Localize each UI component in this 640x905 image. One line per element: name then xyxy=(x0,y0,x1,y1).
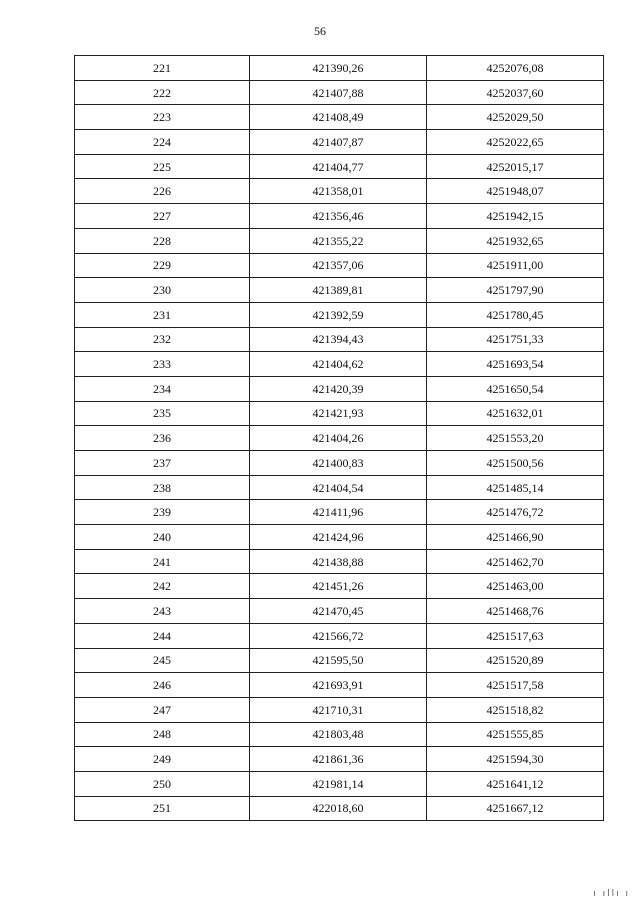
point-number-cell: 221 xyxy=(75,56,250,81)
x-coordinate-cell: 421404,77 xyxy=(250,154,427,179)
point-number-cell: 224 xyxy=(75,130,250,155)
x-coordinate-cell: 421803,48 xyxy=(250,722,427,747)
y-coordinate-cell: 4251693,54 xyxy=(427,352,604,377)
table-row xyxy=(75,228,604,253)
table-row xyxy=(75,154,604,179)
point-number-cell: 250 xyxy=(75,771,250,796)
point-number-cell: 226 xyxy=(75,179,250,204)
x-coordinate-cell: 421420,39 xyxy=(250,376,427,401)
y-coordinate-cell: 4251553,20 xyxy=(427,426,604,451)
x-coordinate-cell: 421392,59 xyxy=(250,302,427,327)
y-coordinate-cell: 4251641,12 xyxy=(427,771,604,796)
y-coordinate-cell: 4251517,63 xyxy=(427,623,604,648)
x-coordinate-cell: 421358,01 xyxy=(250,179,427,204)
table-row xyxy=(75,302,604,327)
point-number-cell: 223 xyxy=(75,105,250,130)
table-row xyxy=(75,697,604,722)
table-row xyxy=(75,352,604,377)
table-row xyxy=(75,599,604,624)
y-coordinate-cell: 4252029,50 xyxy=(427,105,604,130)
x-coordinate-cell: 421451,26 xyxy=(250,574,427,599)
y-coordinate-cell: 4251650,54 xyxy=(427,376,604,401)
table-row xyxy=(75,796,604,821)
y-coordinate-cell: 4251632,01 xyxy=(427,401,604,426)
y-coordinate-cell: 4251667,12 xyxy=(427,796,604,821)
point-number-cell: 244 xyxy=(75,623,250,648)
table-row xyxy=(75,722,604,747)
x-coordinate-cell: 421411,96 xyxy=(250,500,427,525)
point-number-cell: 234 xyxy=(75,376,250,401)
table-row xyxy=(75,747,604,772)
y-coordinate-cell: 4251594,30 xyxy=(427,747,604,772)
x-coordinate-cell: 421390,26 xyxy=(250,56,427,81)
x-coordinate-cell: 421424,96 xyxy=(250,525,427,550)
point-number-cell: 235 xyxy=(75,401,250,426)
table-row xyxy=(75,451,604,476)
x-coordinate-cell: 421710,31 xyxy=(250,697,427,722)
point-number-cell: 225 xyxy=(75,154,250,179)
y-coordinate-cell: 4252037,60 xyxy=(427,80,604,105)
table-row xyxy=(75,253,604,278)
x-coordinate-cell: 421981,14 xyxy=(250,771,427,796)
point-number-cell: 236 xyxy=(75,426,250,451)
y-coordinate-cell: 4251520,89 xyxy=(427,648,604,673)
x-coordinate-cell: 421438,88 xyxy=(250,549,427,574)
point-number-cell: 239 xyxy=(75,500,250,525)
x-coordinate-cell: 421355,22 xyxy=(250,228,427,253)
table-row xyxy=(75,574,604,599)
x-coordinate-cell: 421693,91 xyxy=(250,673,427,698)
table-row xyxy=(75,648,604,673)
table-row xyxy=(75,130,604,155)
point-number-cell: 230 xyxy=(75,278,250,303)
y-coordinate-cell: 4251751,33 xyxy=(427,327,604,352)
table-row xyxy=(75,401,604,426)
point-number-cell: 246 xyxy=(75,673,250,698)
table-row xyxy=(75,204,604,229)
x-coordinate-cell: 421408,49 xyxy=(250,105,427,130)
point-number-cell: 228 xyxy=(75,228,250,253)
y-coordinate-cell: 4251466,90 xyxy=(427,525,604,550)
point-number-cell: 251 xyxy=(75,796,250,821)
table-row xyxy=(75,525,604,550)
x-coordinate-cell: 421357,06 xyxy=(250,253,427,278)
y-coordinate-cell: 4251462,70 xyxy=(427,549,604,574)
table-row xyxy=(75,80,604,105)
y-coordinate-cell: 4251797,90 xyxy=(427,278,604,303)
y-coordinate-cell: 4251932,65 xyxy=(427,228,604,253)
y-coordinate-cell: 4251485,14 xyxy=(427,475,604,500)
y-coordinate-cell: 4251500,56 xyxy=(427,451,604,476)
y-coordinate-cell: 4251555,85 xyxy=(427,722,604,747)
y-coordinate-cell: 4251911,00 xyxy=(427,253,604,278)
point-number-cell: 242 xyxy=(75,574,250,599)
x-coordinate-cell: 421404,62 xyxy=(250,352,427,377)
point-number-cell: 249 xyxy=(75,747,250,772)
x-coordinate-cell: 421421,93 xyxy=(250,401,427,426)
table-row xyxy=(75,771,604,796)
table-row xyxy=(75,179,604,204)
y-coordinate-cell: 4252022,65 xyxy=(427,130,604,155)
table-row xyxy=(75,475,604,500)
x-coordinate-cell: 421595,50 xyxy=(250,648,427,673)
y-coordinate-cell: 4252076,08 xyxy=(427,56,604,81)
point-number-cell: 241 xyxy=(75,549,250,574)
y-coordinate-cell: 4251780,45 xyxy=(427,302,604,327)
table-row xyxy=(75,549,604,574)
y-coordinate-cell: 4251463,00 xyxy=(427,574,604,599)
point-number-cell: 222 xyxy=(75,80,250,105)
point-number-cell: 248 xyxy=(75,722,250,747)
table-row xyxy=(75,673,604,698)
y-coordinate-cell: 4251476,72 xyxy=(427,500,604,525)
y-coordinate-cell: 4251942,15 xyxy=(427,204,604,229)
scan-mark: ı ıllı ı xyxy=(593,889,630,899)
x-coordinate-cell: 422018,60 xyxy=(250,796,427,821)
coordinates-table xyxy=(74,55,604,821)
point-number-cell: 233 xyxy=(75,352,250,377)
y-coordinate-cell: 4251518,82 xyxy=(427,697,604,722)
x-coordinate-cell: 421404,26 xyxy=(250,426,427,451)
table-row xyxy=(75,623,604,648)
table-row xyxy=(75,105,604,130)
coordinates-table-body xyxy=(75,56,604,821)
x-coordinate-cell: 421861,36 xyxy=(250,747,427,772)
x-coordinate-cell: 421404,54 xyxy=(250,475,427,500)
point-number-cell: 247 xyxy=(75,697,250,722)
point-number-cell: 227 xyxy=(75,204,250,229)
y-coordinate-cell: 4251468,76 xyxy=(427,599,604,624)
point-number-cell: 238 xyxy=(75,475,250,500)
x-coordinate-cell: 421356,46 xyxy=(250,204,427,229)
x-coordinate-cell: 421394,43 xyxy=(250,327,427,352)
point-number-cell: 231 xyxy=(75,302,250,327)
point-number-cell: 240 xyxy=(75,525,250,550)
x-coordinate-cell: 421470,45 xyxy=(250,599,427,624)
y-coordinate-cell: 4252015,17 xyxy=(427,154,604,179)
x-coordinate-cell: 421400,83 xyxy=(250,451,427,476)
point-number-cell: 232 xyxy=(75,327,250,352)
table-row xyxy=(75,426,604,451)
table-row xyxy=(75,278,604,303)
point-number-cell: 237 xyxy=(75,451,250,476)
x-coordinate-cell: 421389,81 xyxy=(250,278,427,303)
y-coordinate-cell: 4251948,07 xyxy=(427,179,604,204)
table-row xyxy=(75,327,604,352)
page-number: 56 xyxy=(314,24,326,38)
x-coordinate-cell: 421407,87 xyxy=(250,130,427,155)
point-number-cell: 245 xyxy=(75,648,250,673)
table-row xyxy=(75,376,604,401)
point-number-cell: 243 xyxy=(75,599,250,624)
y-coordinate-cell: 4251517,58 xyxy=(427,673,604,698)
table-row xyxy=(75,500,604,525)
table-row xyxy=(75,56,604,81)
x-coordinate-cell: 421566,72 xyxy=(250,623,427,648)
x-coordinate-cell: 421407,88 xyxy=(250,80,427,105)
point-number-cell: 229 xyxy=(75,253,250,278)
